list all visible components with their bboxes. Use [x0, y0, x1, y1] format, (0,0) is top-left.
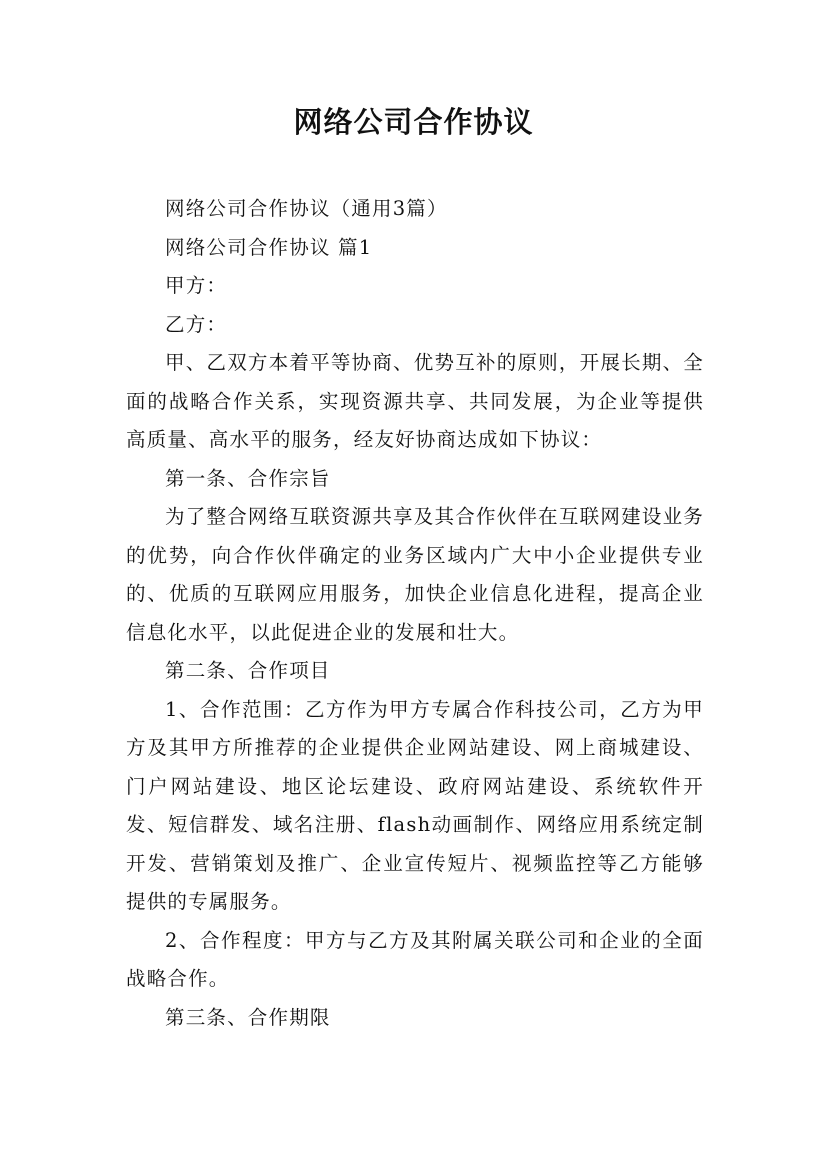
paragraph-section-heading: 网络公司合作协议 篇1	[165, 235, 373, 259]
paragraph-party-a: 甲方：	[165, 274, 228, 297]
paragraph-party-b: 乙方：	[165, 312, 228, 336]
paragraph-preamble: 甲、乙双方本着平等协商、优势互补的原则，开展长期、全面的战略合作关系，实现资源共享、共同发展，为企业等提供高质量、高水平的服务，经友好协商达成如下协议：	[126, 351, 704, 451]
paragraph-article-3-heading: 第三条、合作期限	[165, 1005, 331, 1029]
paragraph-article-1-heading: 第一条、合作宗旨	[165, 466, 331, 490]
paragraph-subtitle: 网络公司合作协议（通用3篇）	[165, 197, 448, 220]
document-title: 网络公司合作协议	[293, 105, 534, 139]
paragraph-article-2-item-1: 1、合作范围：乙方作为甲方专属合作科技公司，乙方为甲方及其甲方所推荐的企业提供企业网站建设、网上商城建设、门户网站建设、地区论坛建设、政府网站建设、系统软件开发、短信群发、域名注册、flash动画制作、网络应用系统定制开发、营销策划及推广、企业宣传短片、视频监控等乙方能够提供的专属服务。	[126, 697, 704, 913]
paragraph-article-1-body: 为了整合网络互联资源共享及其合作伙伴在互联网建设业务的优势，向合作伙伴确定的业务区域内广大中小企业提供专业的、优质的互联网应用服务，加快企业信息化进程，提高企业信息化水平，以此促进企业的发展和壮大。	[126, 505, 704, 644]
paragraph-article-2-item-2: 2、合作程度：甲方与乙方及其附属关联公司和企业的全面战略合作。	[126, 928, 704, 990]
document-body	[126, 190, 704, 1037]
paragraph-article-2-heading: 第二条、合作项目	[165, 659, 331, 682]
